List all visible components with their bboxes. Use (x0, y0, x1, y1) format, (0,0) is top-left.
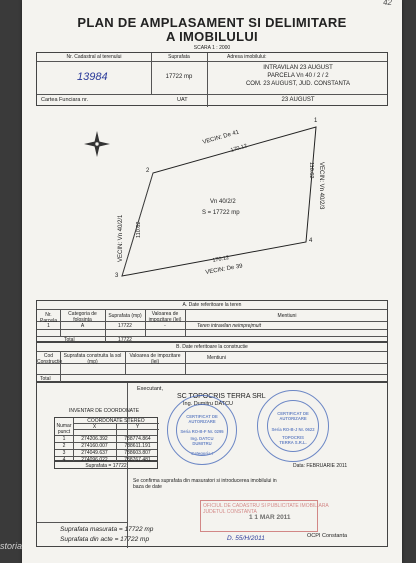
section-b-title: B. Date referitoare la constructie (176, 344, 248, 350)
ocpi-name: OCPI Constanta (307, 533, 348, 539)
document-title-line2: A IMOBILULUI (166, 29, 258, 44)
address-line2: PARCELA Vn 40 / 2 / 2 (267, 73, 329, 79)
executant-label: Executant, (137, 386, 163, 392)
surface-measured: Suprafata masurata = 17722 mp (60, 526, 154, 533)
a-row-val: - (164, 323, 166, 329)
vecin-west: VECIN: Vn 40/2/1 (118, 214, 124, 262)
cf-label: Cartea Funciara nr. (41, 97, 89, 103)
a-header-ment: Mentiuni (277, 313, 297, 319)
watermark-logo: storia (0, 541, 23, 551)
b-header-sup: Suprafata construita la sol (mp) (63, 353, 122, 365)
coord-row-x: 274049.637 (81, 450, 108, 456)
point-3-label: 3 (115, 273, 119, 279)
ocpi-stamp-date: 1 1 MAR 2011 (249, 514, 291, 521)
coords-header-x: X (92, 424, 97, 430)
coords-surface: Suprafata = 17722 (85, 463, 127, 469)
document-page (22, 0, 402, 563)
engineer-stamp (167, 395, 237, 465)
info-table (36, 52, 388, 106)
vecin-north: VECIN: De 41 (202, 129, 240, 146)
point-1-label: 1 (314, 118, 318, 124)
address-line1: INTRAVILAN 23 AUGUST (263, 65, 333, 71)
col-adresa-header: Adresa imobilului: (227, 54, 267, 60)
coord-row-y: 788611.191 (124, 443, 151, 449)
cadastral-number: 13984 (77, 71, 108, 83)
stamp1-cat: Categoria I (191, 451, 213, 456)
section-a-title: A. Date referitoare la teren (182, 302, 242, 308)
coords-header-nr: Numar punct (56, 423, 72, 435)
coord-row-n: 1 (62, 436, 66, 442)
parcel-label: Vn 40/2/2 (210, 199, 236, 205)
stamp2-title: CERTIFICAT DE AUTORIZARE (277, 411, 309, 421)
coord-row-y: 788774.864 (124, 436, 151, 442)
b-header-cod: Cod Constructie (37, 353, 63, 365)
section-b-table (36, 342, 388, 382)
uat-value: 23 AUGUST (281, 97, 315, 103)
company-stamp (257, 390, 329, 462)
col-cadastral-header: Nr. Cadastral al terenului (66, 54, 122, 60)
a-row-ment: Teren intravilan neimprejmuit (197, 323, 262, 329)
coord-row-y: 788767.481 (124, 456, 151, 463)
section-a-table (36, 300, 388, 342)
executant-company: SC TOPOCRIS TERRA SRL (177, 393, 266, 400)
document-title-line1: PLAN DE AMPLASAMENT SI DELIMITARE (77, 15, 347, 30)
scale-label: SCARA 1 : 2000 (193, 45, 231, 51)
coords-subtitle: COORDONATE STEREO (87, 418, 145, 424)
executant-date: Data: FEBRUARIE 2011 (293, 463, 348, 469)
address-line3: COM. 23 AUGUST, JUD. CONSTANTA (245, 81, 351, 87)
b-header-ment: Mentiuni (207, 355, 226, 361)
length-left: 110.62 (136, 221, 142, 238)
coords-header-y: Y (135, 424, 140, 430)
page-corner-number: 42 (383, 0, 392, 7)
stamp2-name: TOPOCRIS TERRA S.R.L. (279, 435, 307, 445)
north-arrow-icon (84, 131, 110, 157)
coords-title: INVENTAR DE COORDONATE (68, 408, 140, 414)
coord-row-y: 788603.807 (124, 450, 151, 456)
a-header-val: Valoarea de impozitare (lei) (148, 311, 182, 323)
a-row-nr: 1 (47, 323, 50, 329)
length-bottom: 170.12 (212, 255, 230, 264)
ocpi-stamp-line1: OFICIUL DE CADASTRU SI PUBLICITATE IMOBILIARA (203, 503, 329, 509)
coords-table (54, 417, 158, 461)
a-header-sup: Suprafata (mp) (108, 313, 142, 319)
coord-row-n: 2 (62, 443, 66, 449)
stamp1-name: Ing. DATCU DUMITRU (190, 436, 214, 446)
a-header-cat: Categoria de folosinta (68, 311, 97, 323)
vecin-east: VECIN: Vn 40/2/3 (318, 162, 324, 210)
stamp2-series: Seria RO-B-J Nr. 0622 (271, 427, 315, 432)
ocpi-stamp-line2: JUDETUL CONSTANTA (203, 509, 257, 515)
a-header-nr: Nr. Parcela (40, 312, 57, 324)
coord-row-x: 274096.022 (81, 456, 108, 463)
executant-person: Ing. Dumitru DATCU (183, 401, 234, 407)
coord-row-x: 274206.392 (81, 436, 108, 442)
ocpi-stamp (200, 500, 329, 532)
point-4-label: 4 (309, 238, 313, 244)
point-2-label: 2 (146, 168, 150, 174)
surface-from-act: Suprafata din acte = 17722 mp (60, 536, 150, 543)
length-right: 110.62 (308, 162, 314, 179)
confirm-text: Se confirma suprafata din masuratori si introducerea imobilului in baza de date (133, 478, 277, 490)
col-suprafata-header: Suprafata (168, 54, 190, 60)
b-header-val: Valoarea de impozitare (lei) (129, 353, 181, 365)
ocpi-signature: D. 55/H/2011 (227, 535, 265, 542)
uat-label: UAT (177, 97, 188, 103)
coords-surface-box (54, 461, 158, 469)
vecin-south: VECIN: De 39 (205, 263, 244, 276)
parcel-area: S = 17722 mp (202, 210, 240, 216)
a-row-cat: A (80, 323, 85, 329)
suprafata-value: 17722 mp (165, 74, 193, 80)
a-total-value: 17722 (118, 337, 132, 343)
coord-row-x: 274160.007 (81, 443, 108, 449)
a-total-label: Total (64, 337, 75, 343)
coord-row-n: 3 (62, 450, 66, 456)
coord-row-n: 4 (62, 456, 66, 463)
stamp1-title: CERTIFICAT DE AUTORIZARE (186, 414, 218, 424)
stamp1-series: Seria RO-B-F Nr. 0295 (180, 429, 224, 434)
length-top: 170.12 (230, 143, 248, 154)
b-total-label: Total (40, 376, 51, 382)
a-row-sup: 17722 (118, 323, 132, 329)
